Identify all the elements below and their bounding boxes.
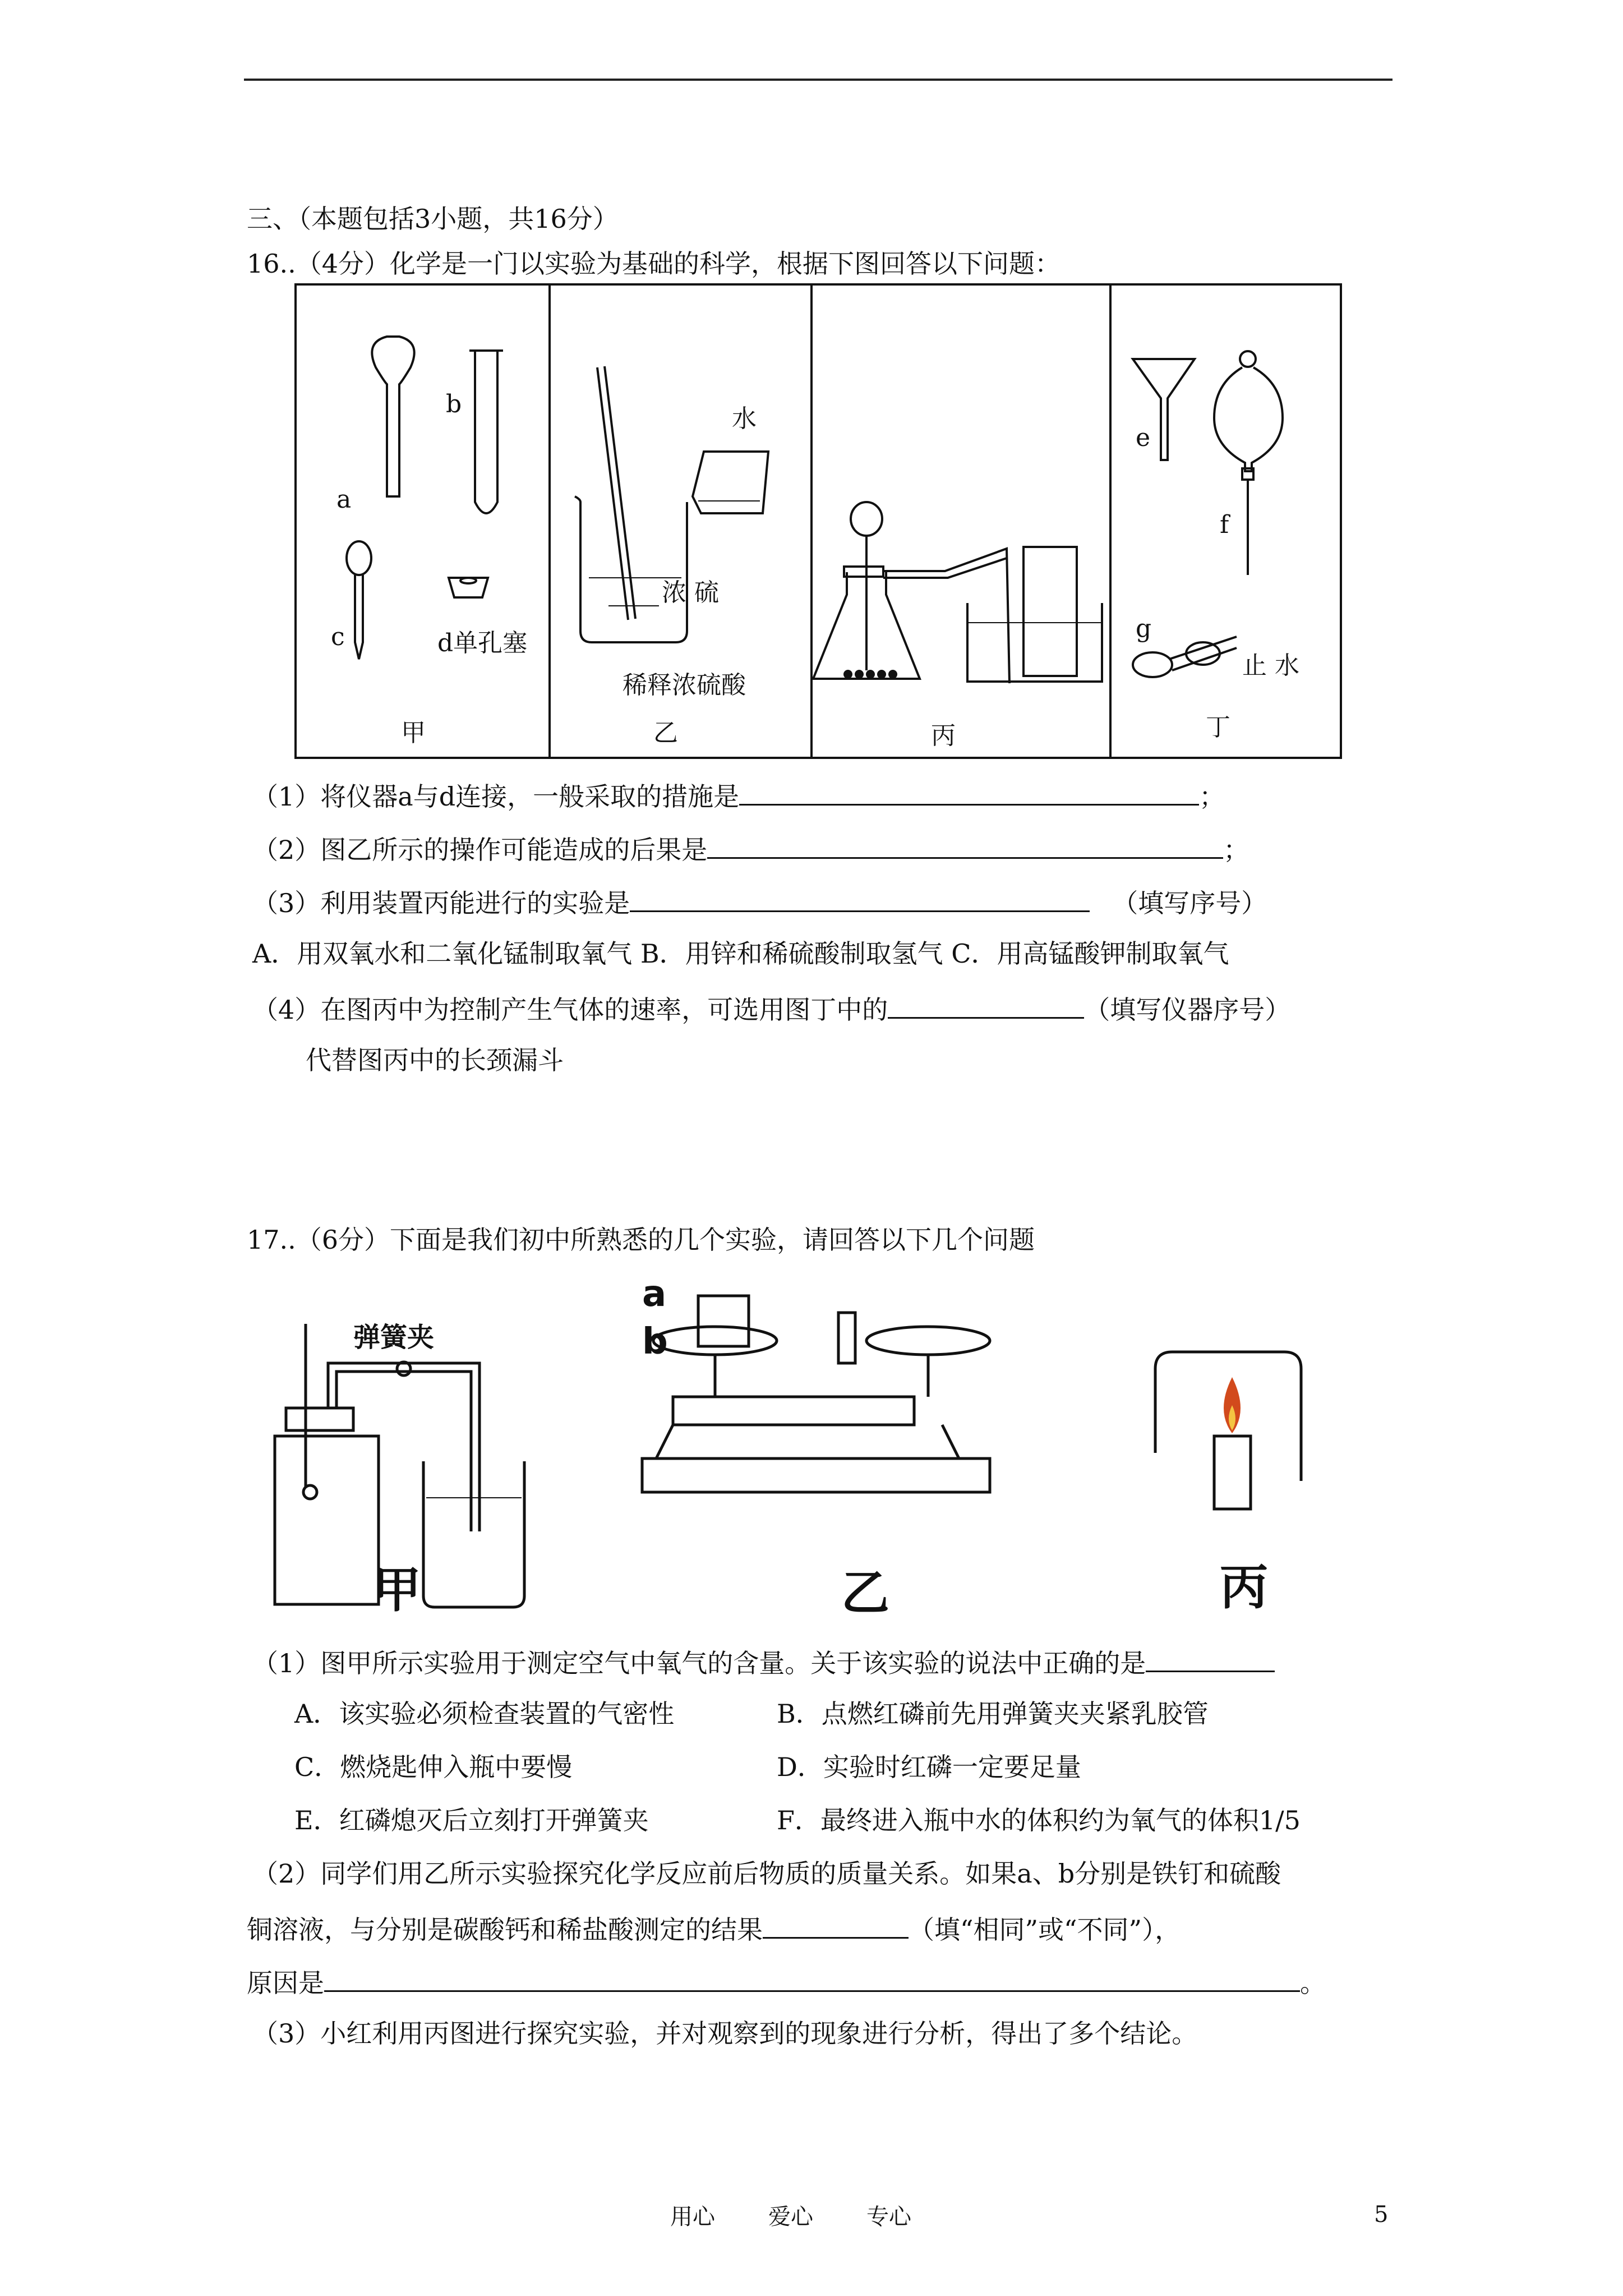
label-d: d单孔塞 (437, 629, 528, 657)
panel-ding: 丁 (1206, 713, 1230, 742)
answer-blank-3[interactable] (630, 884, 1090, 912)
caption-jia: 甲 (373, 1562, 421, 1618)
q16-part2: （2）图乙所示的操作可能造成的后果是 ； (252, 830, 1249, 867)
label-a: a (336, 485, 352, 514)
answer-blank-2[interactable] (707, 830, 1223, 859)
q17-option-b: B．点燃红磷前先用弹簧夹夹紧乳胶管 (777, 1699, 1209, 1729)
q17-part2-line3: 原因是 。 (247, 1963, 1326, 2000)
caption-yi: 乙 (841, 1565, 889, 1621)
answer-blank-7[interactable] (324, 1963, 1300, 1992)
q17-stem: 17..（6分）下面是我们初中所熟悉的几个实验，请回答以下几个问题 (247, 1225, 1035, 1255)
q17-option-a: A．该实验必须检查装置的气密性 (294, 1699, 675, 1729)
panel-yi: 乙 (653, 719, 678, 747)
q16-options: A．用双氧水和二氧化锰制取氧气 B．用锌和稀硫酸制取氢气 C．用高锰酸钾制取氧气 (252, 938, 1229, 969)
section-heading: 三、（本题包括3小题，共16分） (247, 204, 619, 234)
label-c: c (331, 623, 345, 651)
label-conc-acid: 浓 硫 (662, 578, 719, 607)
panel-jia: 甲 (401, 719, 426, 747)
header-rule (244, 79, 1393, 81)
footer-motto-2: 爱心 (768, 2204, 813, 2230)
label-g: g (1136, 614, 1152, 643)
label-f: f (1220, 510, 1229, 539)
label-e: e (1136, 424, 1151, 452)
q16-part4-cont: 代替图丙中的长颈漏斗 (306, 1045, 564, 1075)
q16-part3: （3）利用装置丙能进行的实验是 （填写序号） (252, 884, 1267, 920)
q17-part2-line2: 铜溶液，与分别是碳酸钙和稀盐酸测定的结果 （填“相同”或“不同”）， (247, 1910, 1181, 1947)
q16-figure (294, 283, 1343, 760)
q17-option-c: C．燃烧匙伸入瓶中要慢 (294, 1752, 573, 1782)
page-number: 5 (1374, 2202, 1389, 2228)
q17-option-d: D．实验时红磷一定要足量 (777, 1752, 1081, 1782)
q17-part3: （3）小红利用丙图进行探究实验，并对观察到的现象进行分析，得出了多个结论。 (252, 2018, 1198, 2049)
answer-blank-1[interactable] (739, 777, 1199, 806)
q16-apparatus-drawing (294, 283, 1343, 760)
q17-option-e: E．红磷熄灭后立刻打开弹簧夹 (294, 1805, 649, 1835)
panel-bing: 丙 (931, 721, 956, 750)
answer-blank-4[interactable] (888, 990, 1084, 1019)
q17-part1: （1）图甲所示实验用于测定空气中氧气的含量。关于该实验的说法中正确的是 (252, 1644, 1275, 1680)
answer-blank-6[interactable] (763, 1910, 909, 1939)
q16-part4: （4）在图丙中为控制产生气体的速率，可选用图丁中的 （填写仪器序号） (252, 990, 1290, 1027)
q16-stem: 16..（4分）化学是一门以实验为基础的科学，根据下图回答以下问题： (247, 249, 1061, 279)
label-b: b (642, 1321, 668, 1363)
label-stop-water: 止 水 (1242, 651, 1299, 680)
label-water: 水 (732, 404, 757, 433)
q17-figure (255, 1273, 1382, 1627)
caption-bing: 丙 (1220, 1559, 1268, 1616)
answer-blank-5[interactable] (1146, 1644, 1275, 1672)
label-dilute: 稀释浓硫酸 (623, 671, 746, 700)
label-a: a (642, 1273, 667, 1315)
footer-motto-3: 专心 (866, 2204, 911, 2230)
q16-part1: （1）将仪器a与d连接，一般采取的措施是 ； (252, 777, 1225, 813)
label-spring-clip: 弹簧夹 (353, 1322, 435, 1353)
q17-part2-line1: （2）同学们用乙所示实验探究化学反应前后物质的质量关系。如果a、b分别是铁钉和硫酸 (252, 1858, 1281, 1889)
footer-motto-1: 用心 (670, 2204, 715, 2230)
q17-option-f: F．最终进入瓶中水的体积约为氧气的体积1/5 (777, 1805, 1301, 1835)
label-b: b (446, 390, 462, 418)
